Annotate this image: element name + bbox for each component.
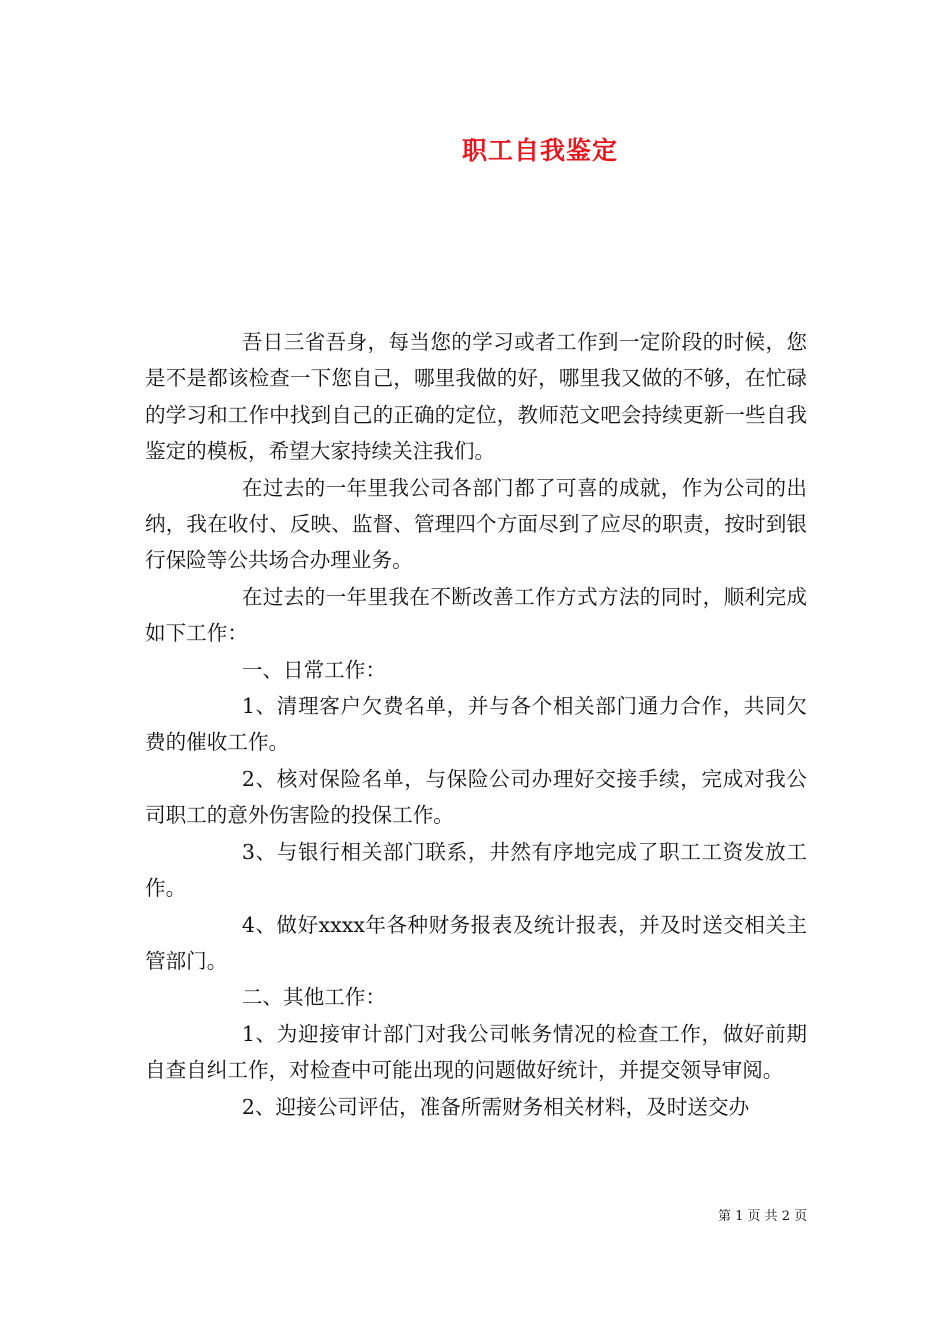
list-item-other-2: 2、迎接公司评估，准备所需财务相关材料，及时送交办 [241, 1094, 750, 1119]
list-item-daily-3: 3、与银行相关部门联系，井然有序地完成了职工工资发放工作。 [145, 839, 807, 901]
document-title: 职工自我鉴定 [461, 136, 618, 165]
list-item-daily-4: 4、做好xxxx年各种财务报表及统计报表，并及时送交相关主管部门。 [145, 912, 807, 973]
section-heading-daily-work: 一、日常工作： [241, 657, 386, 682]
paragraph-work-summary: 在过去的一年里我在不断改善工作方式方法的同时，顺利完成如下工作： [145, 584, 807, 646]
document-body [145, 324, 807, 1125]
paragraph-intro: 吾日三省吾身，每当您的学习或者工作到一定阶段的时候，您是不是都该检查一下您自己，哪里我做的好，哪里我又做的不够，在忙碌的学习和工作中找到自己的正确的定位，教师范文吧会持续更新一些自我鉴定的模板，希望大家持续关注我们。 [145, 330, 807, 464]
page-footer: 第 1 页 共 2 页 [718, 1209, 808, 1224]
list-item-other-1: 1、为迎接审计部门对我公司帐务情况的检查工作，做好前期自查自纠工作，对检查中可能出现的问题做好统计，并提交领导审阅。 [145, 1021, 807, 1083]
list-item-daily-2: 2、核对保险名单，与保险公司办理好交接手续，完成对我公司职工的意外伤害险的投保工作。 [145, 766, 807, 828]
section-heading-other-work: 二、其他工作： [241, 985, 386, 1010]
list-item-daily-1: 1、清理客户欠费名单，并与各个相关部门通力合作，共同欠费的催收工作。 [145, 694, 807, 755]
paragraph-achievements: 在过去的一年里我公司各部门都了可喜的成就，作为公司的出纳，我在收付、反映、监督、管理四个方面尽到了应尽的职责，按时到银行保险等公共场合办理业务。 [145, 475, 807, 573]
